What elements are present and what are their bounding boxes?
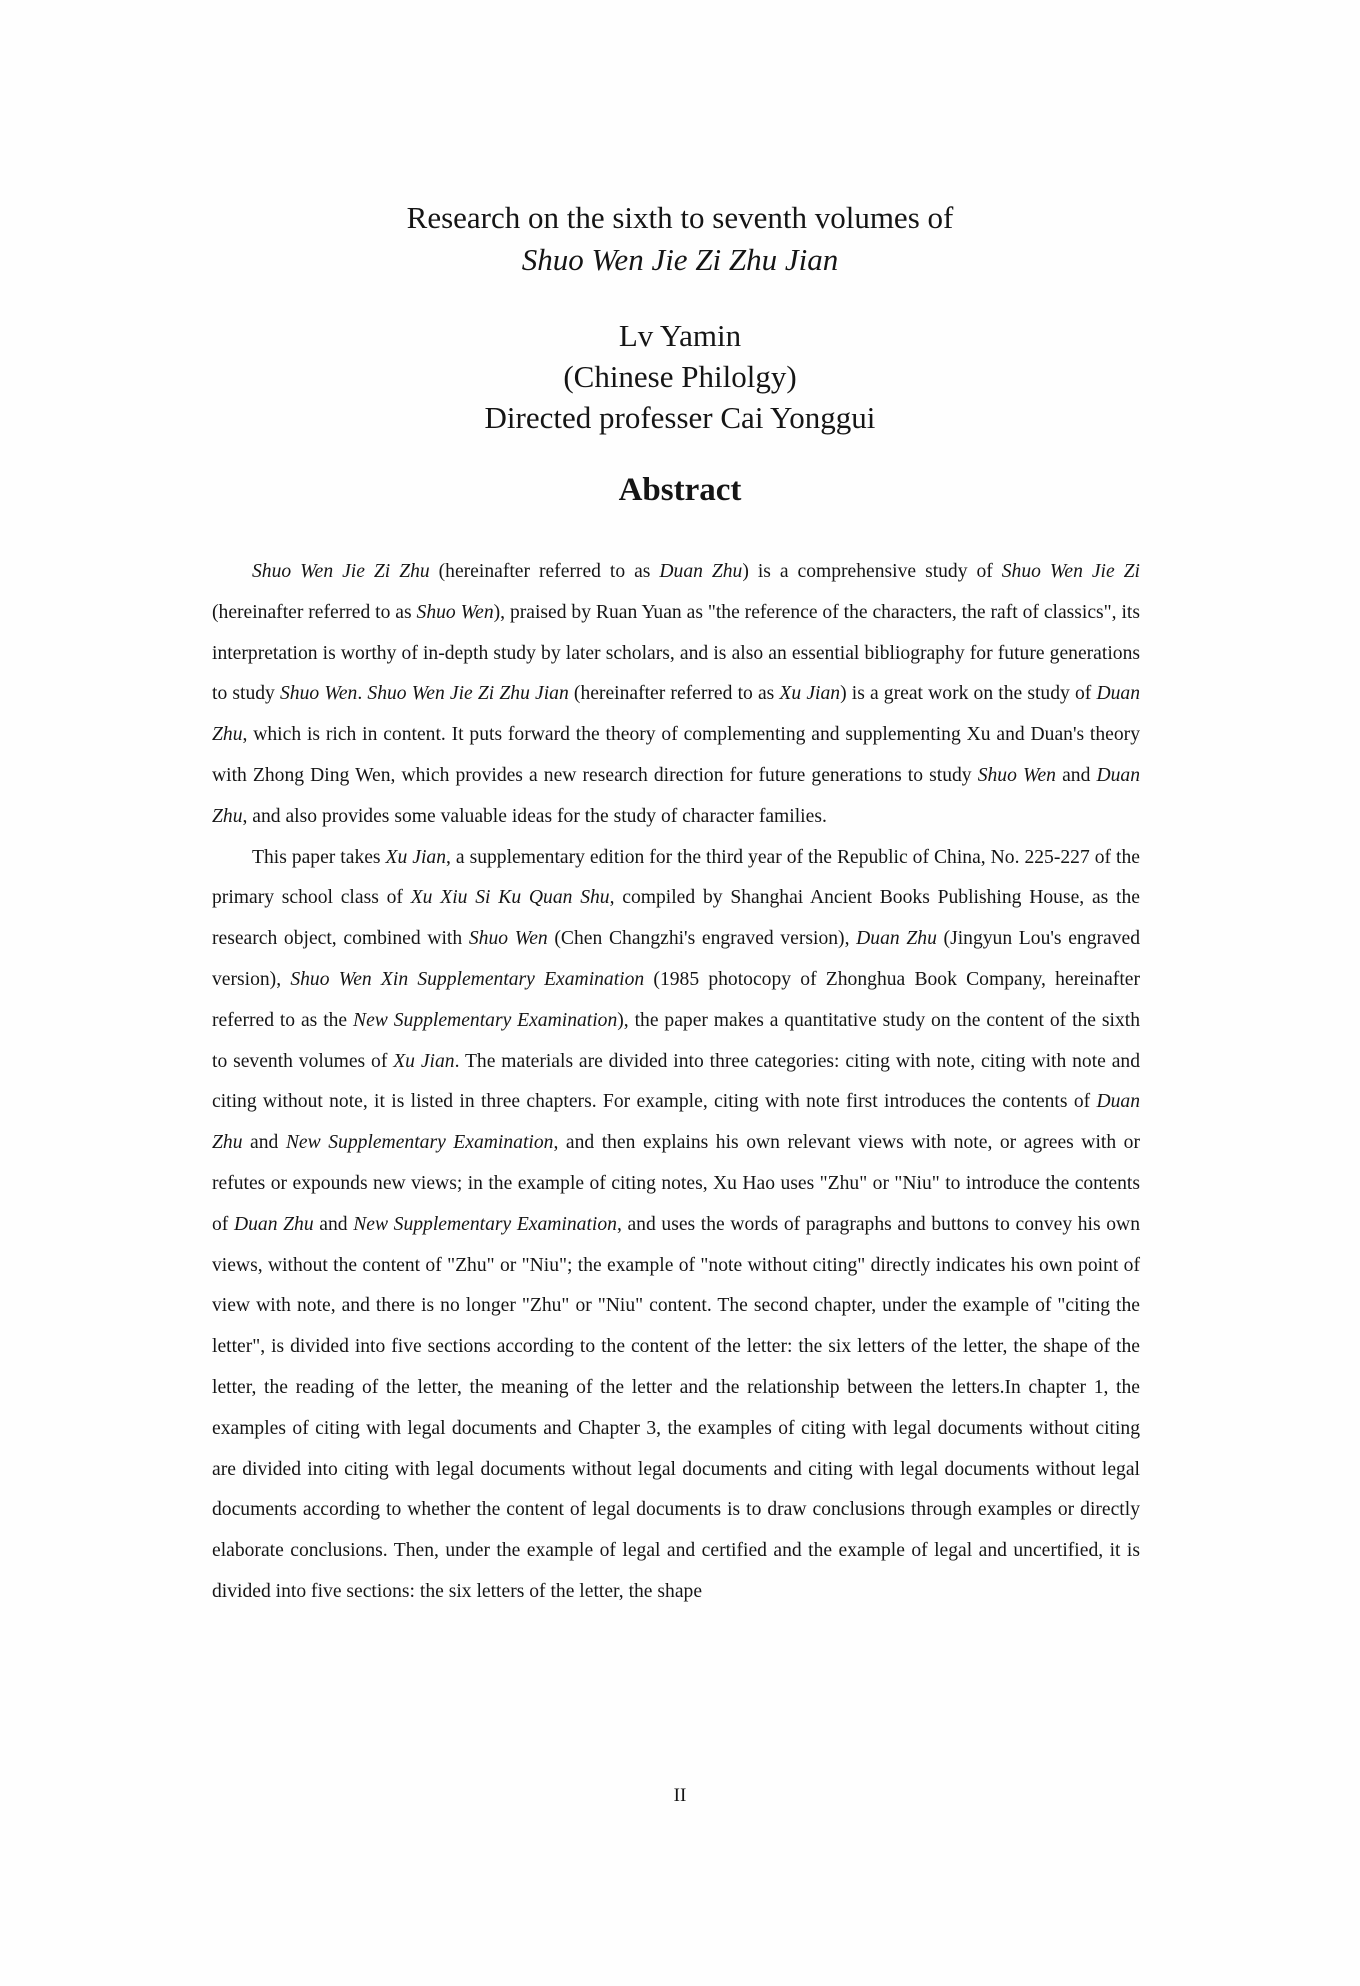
italic-title-span: Shuo Wen: [977, 764, 1056, 786]
text-span: , and also provides some valuable ideas for the study of character families.: [242, 805, 827, 827]
text-span: ), the paper makes a quantitative study on the content of the sixth to seventh volumes of: [212, 1009, 1140, 1072]
thesis-title-line-1: Research on the sixth to seventh volumes of: [406, 200, 954, 235]
text-span: ) is a great work on the study of: [840, 683, 1097, 705]
thesis-title-line-2: Shuo Wen Jie Zi Zhu Jian: [521, 242, 839, 277]
text-span: , which is rich in content. It puts forward the theory of complementing and supplementing Xu and Duan's theory with Zhong Ding Wen, which provides a new research direction for future generations to study: [212, 724, 1140, 786]
text-span: ) is a comprehensive study of: [742, 561, 1002, 582]
italic-title-span: Shuo Wen: [280, 683, 358, 705]
italic-title-span: Xu Jian: [393, 1050, 455, 1072]
italic-title-span: Shuo Wen Xin Supplementary Examination: [290, 968, 645, 990]
text-span: (hereinafter referred to as: [568, 683, 780, 705]
text-span: (hereinafter referred to as: [212, 601, 417, 623]
italic-title-span: Xu Jian: [385, 846, 447, 868]
text-span: and: [313, 1213, 354, 1235]
italic-title-span: Shuo Wen Jie Zi Zhu: [252, 561, 430, 582]
author-major: (Chinese Philolgy): [563, 359, 797, 394]
text-span: ), praised by Ruan Yuan as "the reference of the characters, the raft of classics", its interpretation is worthy of in-depth study by later scholars, and is also an essential bibliography for future generations to study: [212, 601, 1140, 705]
text-span: and: [1055, 764, 1097, 786]
advisor-line: Directed professer Cai Yonggui: [484, 400, 876, 435]
italic-title-span: Xu Xiu Si Ku Quan Shu: [410, 887, 610, 909]
text-span: , and uses the words of paragraphs and buttons to convey his own views, without the content of "Zhu" or "Niu"; the example of "note without citing" directly indicates his own point of view with note, and there is no longer "Zhu" or "Niu" content. The second chapter, under the example of "citing the letter", is divided into five sections according to the content of the letter: the six letters of the letter, the shape of the letter, the reading of the letter, the meaning of the letter and the relationship between the letters.In chapter 1, the examples of citing with legal documents and Chapter 3, the examples of citing with legal documents without citing are divided into citing with legal documents without legal documents and citing with legal documents without legal documents according to whether the content of legal documents is to draw conclusions through examples or directly elaborate conclusions. Then, under the example of legal and certified and the example of legal and uncertified, it is divided into five sections: the six letters of the letter, the shape: [212, 1213, 1140, 1602]
italic-title-span: Shuo Wen: [416, 601, 494, 623]
italic-title-span: Shuo Wen: [468, 928, 548, 950]
text-span: (Jingyun Lou's engraved version),: [212, 928, 1140, 990]
italic-title-span: Duan Zhu: [212, 764, 1140, 827]
text-span: (hereinafter referred to as: [429, 561, 660, 582]
italic-title-span: New Supplementary Examination: [285, 1132, 554, 1154]
italic-title-span: Duan Zhu: [212, 1091, 1140, 1154]
italic-title-span: Shuo Wen Jie Zi: [1001, 561, 1140, 582]
abstract-paragraph-2: [212, 838, 1140, 1613]
text-span: , a supplementary edition for the third year of the Republic of China, No. 225-227 of the primary school class of: [212, 846, 1140, 909]
abstract-body: [212, 552, 1140, 1613]
text-span: and: [242, 1132, 286, 1154]
italic-title-span: Duan Zhu: [856, 928, 937, 950]
text-span: This paper takes: [252, 846, 386, 868]
text-span: (1985 photocopy of Zhonghua Book Company, hereinafter referred to as the: [212, 968, 1140, 1031]
text-span: , and then explains his own relevant views with note, or agrees with or refutes or expounds new views; in the example of citing notes, Xu Hao uses "Zhu" or "Niu" to introduce the contents of: [212, 1132, 1140, 1235]
italic-title-span: New Supplementary Examination: [353, 1009, 618, 1031]
text-span: . The materials are divided into three categories: citing with note, citing with note and citing without note, it is listed in three chapters. For example, citing with note first introduces the contents of: [212, 1050, 1140, 1113]
italic-title-span: Xu Jian: [779, 683, 841, 705]
italic-title-span: Duan Zhu: [233, 1213, 314, 1235]
abstract-paragraph-1: [212, 552, 1140, 838]
text-span: (Chen Changzhi's engraved version),: [547, 928, 857, 950]
author-name: Lv Yamin: [618, 318, 742, 353]
italic-title-span: Shuo Wen Jie Zi Zhu Jian: [367, 683, 569, 705]
text-span: , compiled by Shanghai Ancient Books Publishing House, as the research object, combined with: [212, 887, 1140, 950]
italic-title-span: Duan Zhu: [659, 561, 743, 582]
abstract-heading: Abstract: [618, 472, 742, 508]
italic-title-span: New Supplementary Examination: [353, 1213, 617, 1235]
page-number: II: [673, 1785, 687, 1806]
italic-title-span: Duan Zhu: [212, 683, 1140, 746]
text-span: .: [357, 683, 368, 705]
